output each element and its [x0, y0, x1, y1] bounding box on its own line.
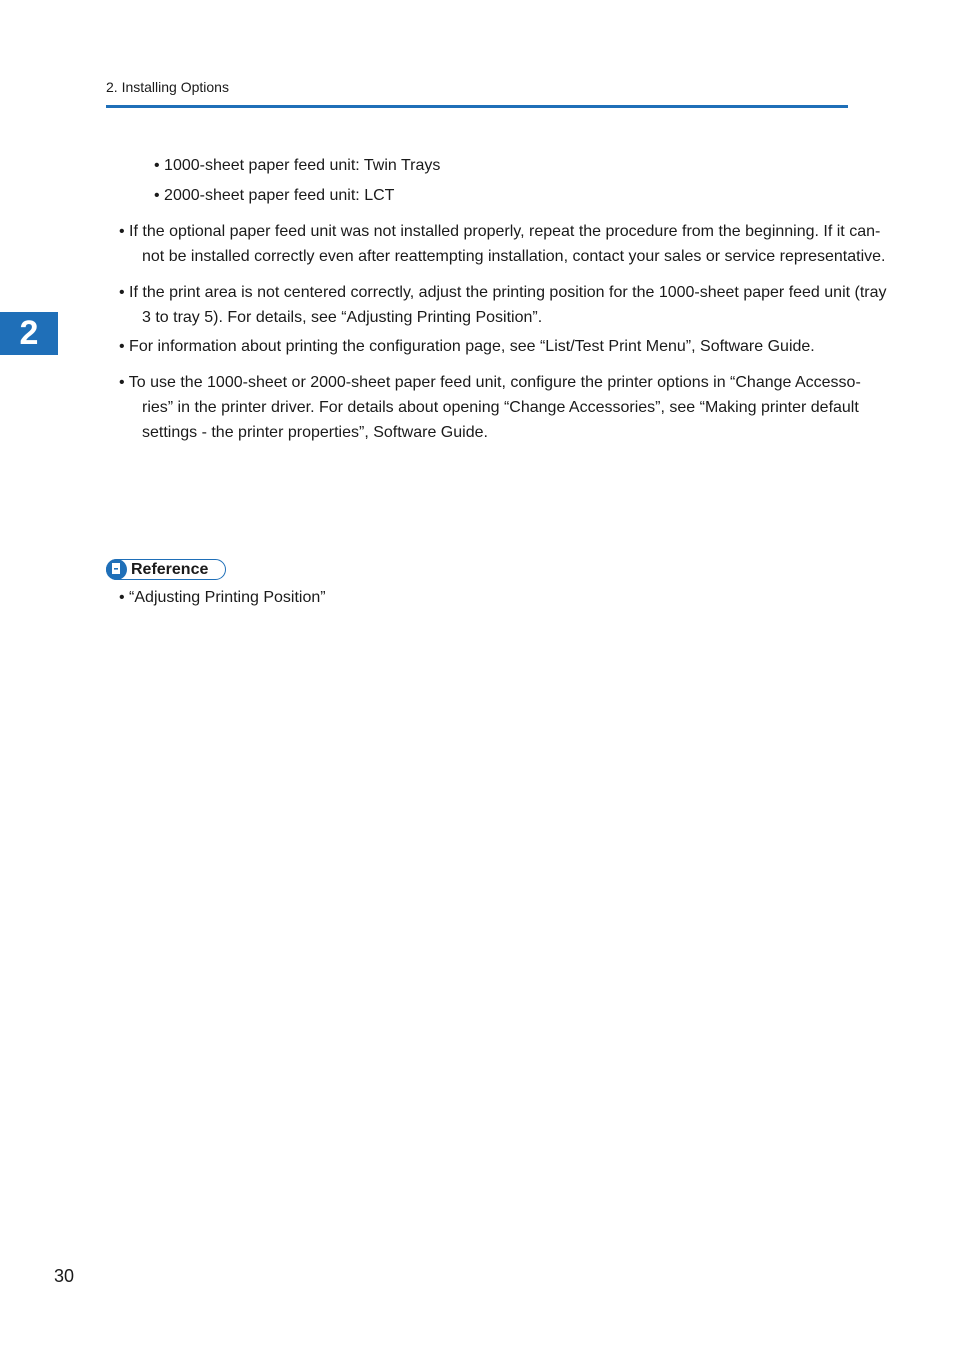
bullet-item-print-area [119, 280, 919, 330]
bullet-item-change-accessories [119, 370, 919, 445]
reference-icon [106, 559, 127, 580]
bullet-line: not be installed correctly even after reattempting installation, contact your sales or service representative. [142, 248, 886, 265]
reference-badge [106, 559, 226, 580]
bullet-line: 3 to tray 5). For details, see “Adjusting Printing Position”. [142, 309, 543, 326]
bullet-item-install-failure [119, 219, 919, 269]
sub-bullet-item: • 1000-sheet paper feed unit: Twin Trays [154, 157, 441, 174]
reference-link-item[interactable]: • “Adjusting Printing Position” [119, 589, 326, 606]
bullet-line: settings - the printer properties”, Software Guide. [142, 424, 488, 441]
running-header: 2. Installing Options [106, 79, 229, 95]
page-number: 30 [54, 1266, 75, 1286]
bullet-line: • To use the 1000-sheet or 2000-sheet paper feed unit, configure the printer options in “Change Accesso- [119, 374, 861, 391]
bullet-line: • If the optional paper feed unit was not installed properly, repeat the procedure from the beginning. If it can- [119, 223, 881, 240]
bullet-line: ries” in the printer driver. For details about opening “Change Accessories”, see “Making printer default [142, 399, 859, 416]
header-rule [106, 105, 848, 108]
chapter-tab: 2 [0, 312, 58, 355]
bullet-line: • If the print area is not centered correctly, adjust the printing position for the 1000-sheet paper feed unit (tray [119, 284, 887, 301]
reference-label: Reference [131, 561, 209, 578]
bullet-item-config-page [119, 334, 919, 359]
bullet-line: • For information about printing the configuration page, see “List/Test Print Menu”, Software Guide. [119, 338, 815, 355]
sub-bullet-item: • 2000-sheet paper feed unit: LCT [154, 187, 395, 204]
